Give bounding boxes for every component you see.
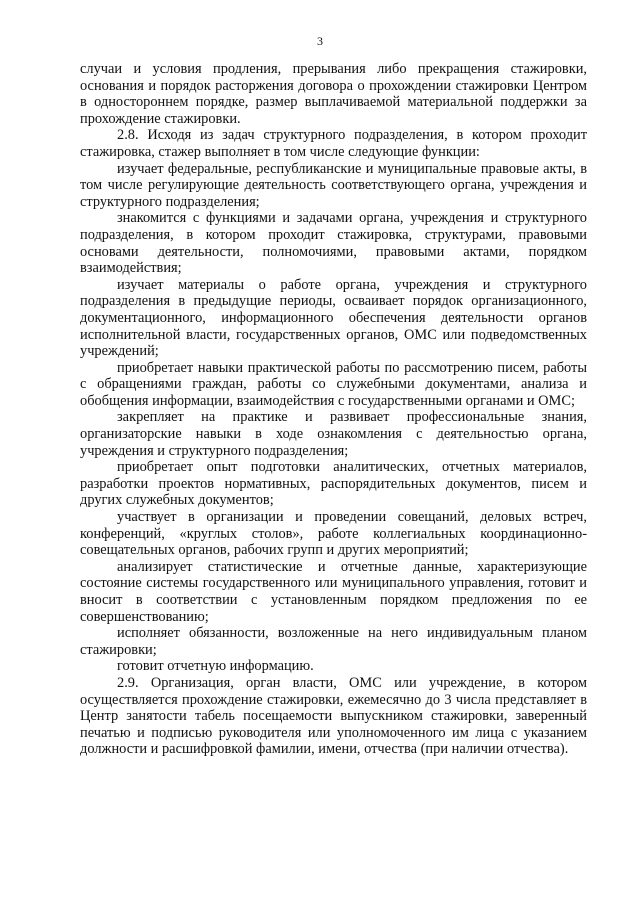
paragraph-2-8: 2.8. Исходя из задач структурного подразделения, в котором проходит стажировка, стажер выполняет в том числе следующие функции: [80, 127, 587, 160]
function-item-practical-skills: приобретает навыки практической работы по рассмотрению писем, работы с обращениями граждан, работы со служебными документами, анализа и обобщения информации, взаимодействия с государственными органами и ОМС; [80, 359, 587, 409]
function-item-professional-knowledge: закрепляет на практике и развивает профессиональные знания, организаторские навыки в ходе ознакомления с деятельностью органа, учреждения и структурного подразделения; [80, 409, 587, 459]
function-item-analytical-experience: приобретает опыт подготовки аналитических, отчетных материалов, разработки проектов нормативных, распорядительных документов, писем и других служебных документов; [80, 459, 587, 509]
paragraph-2-9: 2.9. Организация, орган власти, ОМС или учреждение, в котором осуществляется прохождение стажировки, ежемесячно до 3 числа представляет в Центр занятости табель посещаемости выпускником стажировки, заверенный печатью и подписью руководителя или уполномоченного им лица с указанием должности и расшифровкой фамилии, имени, отчества (при наличии отчества). [80, 674, 587, 758]
function-item-reporting: готовит отчетную информацию. [117, 658, 314, 675]
page-number: 3 [317, 34, 323, 48]
function-item-statistics: анализирует статистические и отчетные данные, характеризующие состояние системы государственного или муниципального управления, готовит и вносит в соответствии с установленным порядком предложения по ее совершенствованию; [80, 558, 587, 625]
function-item-duties: исполняет обязанности, возложенные на него индивидуальным планом стажировки; [80, 625, 587, 658]
function-item-legal-acts: изучает федеральные, республиканские и муниципальные правовые акты, в том числе регулирующие деятельность соответствующего органа, учреждения и структурного подразделения; [80, 160, 587, 210]
function-item-meetings: участвует в организации и проведении совещаний, деловых встреч, конференций, «круглых столов», работе коллегиальных координационно-совещательных органов, рабочих групп и других мероприятий; [80, 509, 587, 559]
function-item-materials: изучает материалы о работе органа, учреждения и структурного подразделения в предыдущие периоды, осваивает порядок организационного, документационного, информационного обеспечения деятельности органов исполнительной власти, государственных органов, ОМС или подведомственных учреждений; [80, 276, 587, 360]
function-item-familiarization: знакомится с функциями и задачами органа, учреждения и структурного подразделения, в котором проходит стажировка, структурами, правовыми основами деятельности, полномочиями, правовыми актами, порядком взаимодействия; [80, 210, 587, 277]
document-body [80, 61, 587, 758]
paragraph-continuation: случаи и условия продления, прерывания либо прекращения стажировки, основания и порядок расторжения договора о прохождении стажировки Центром в одностороннем порядке, размер выплачиваемой материальной поддержки за прохождение стажировки. [80, 61, 587, 127]
